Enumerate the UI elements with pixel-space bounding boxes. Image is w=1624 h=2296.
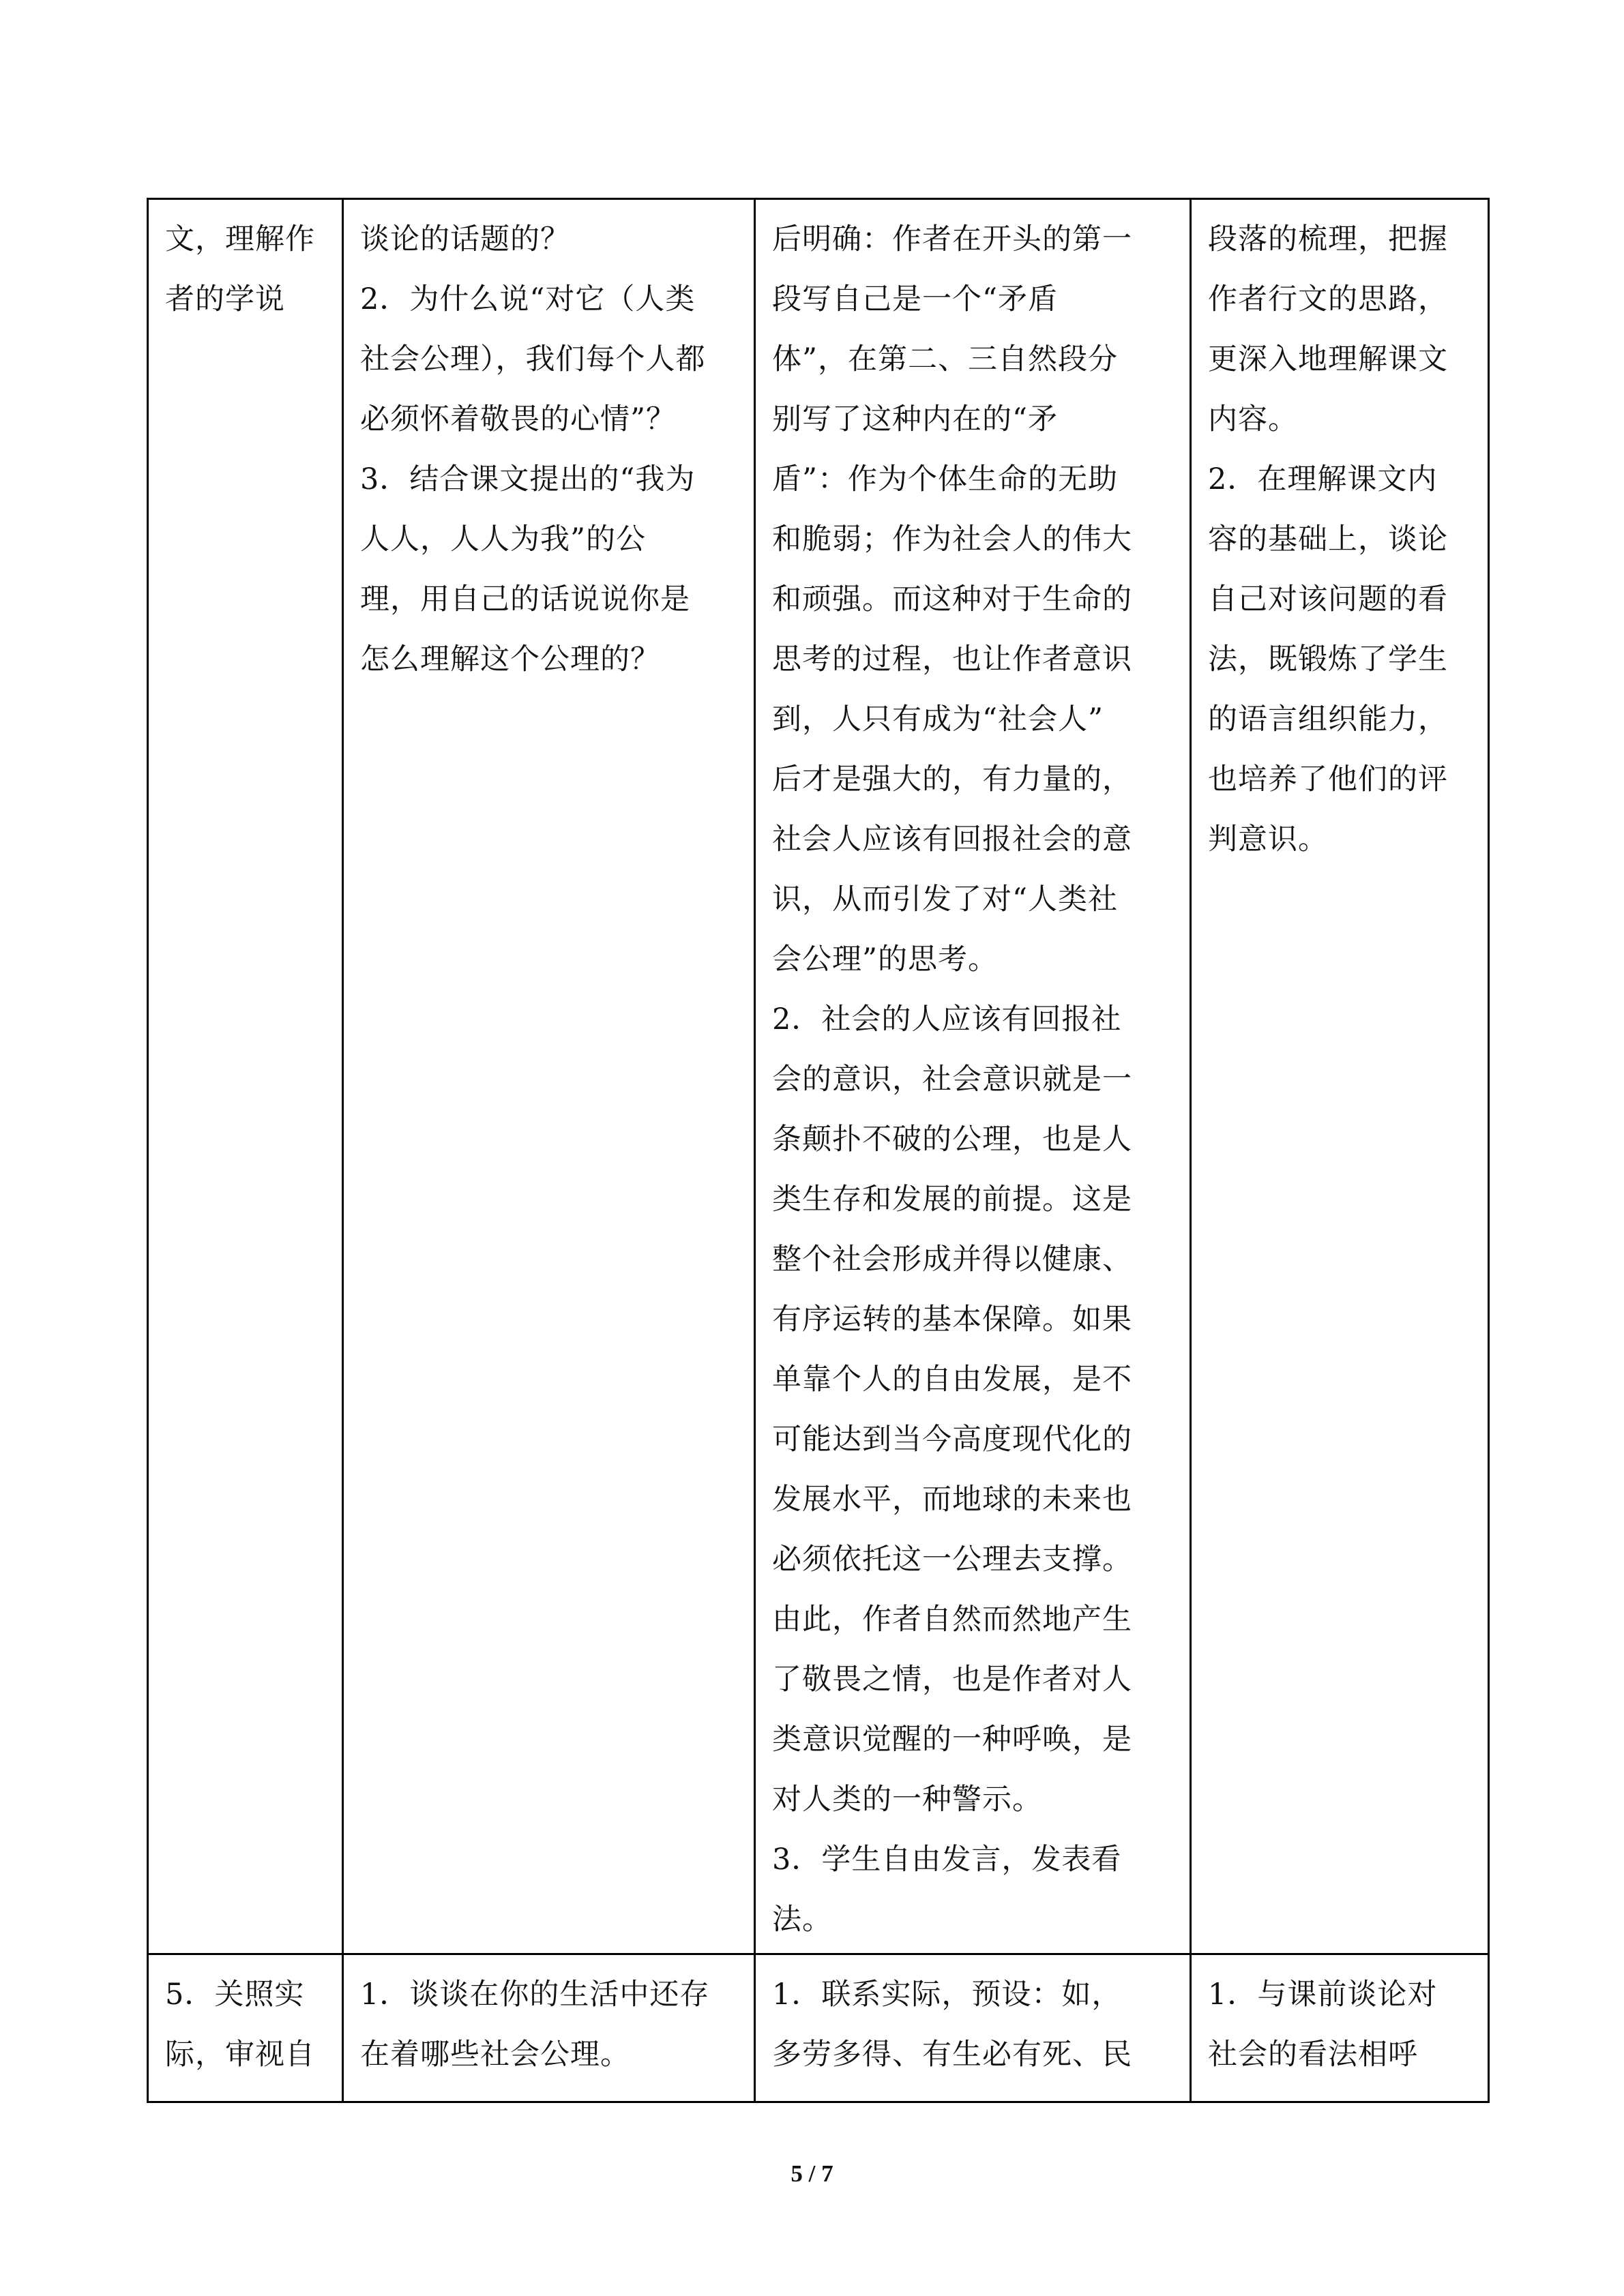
text-line: 别写了这种内在的“矛 — [772, 402, 1058, 436]
text-line: 会公理”的思考。 — [772, 942, 998, 976]
text-line: 会的意识，社会意识就是一 — [772, 1062, 1132, 1097]
text-line: 更深入地理解课文 — [1208, 342, 1448, 376]
text-line: 内容。 — [1208, 402, 1298, 436]
text-line: 盾”：作为个体生命的无助 — [772, 462, 1118, 496]
text-line: 也培养了他们的评 — [1208, 762, 1448, 796]
text-line: 法，既锻炼了学生 — [1208, 642, 1448, 676]
text-line: 在着哪些社会公理。 — [360, 2038, 630, 2072]
text-line: 发展水平，而地球的未来也 — [772, 1482, 1132, 1517]
text-line: 2．为什么说“对它（人类 — [360, 282, 696, 316]
text-line: 类生存和发展的前提。这是 — [772, 1182, 1132, 1217]
text-line: 3．学生自由发言，发表看 — [772, 1843, 1122, 1877]
text-line: 单靠个人的自由发展，是不 — [772, 1362, 1132, 1397]
cell-student-activity — [755, 1954, 1191, 2102]
text-line: 多劳多得、有生必有死、民 — [772, 2038, 1132, 2072]
text-line: 思考的过程，也让作者意识 — [772, 642, 1132, 676]
cell-teacher-activity — [343, 199, 755, 1954]
text-line: 社会的看法相呼 — [1208, 2038, 1418, 2072]
text-line: 和脆弱；作为社会人的伟大 — [772, 522, 1132, 556]
text-line: 对人类的一种警示。 — [772, 1783, 1042, 1817]
text-line: 1．联系实际，预设：如， — [772, 1978, 1122, 2012]
text-line: 自己对该问题的看 — [1208, 582, 1448, 616]
text-line: 1．谈谈在你的生活中还存 — [360, 1978, 710, 2012]
cell-step — [148, 199, 343, 1954]
text-line: 际，审视自 — [165, 2038, 315, 2072]
text-line: 段写自己是一个“矛盾 — [772, 282, 1058, 316]
text-line: 判意识。 — [1208, 822, 1328, 856]
text-line: 类意识觉醒的一种呼唤，是 — [772, 1723, 1132, 1757]
cell-teacher-activity — [343, 1954, 755, 2102]
lesson-plan-table — [147, 198, 1490, 2103]
text-line: 识，从而引发了对“人类社 — [772, 882, 1118, 916]
text-line: 的语言组织能力， — [1208, 702, 1448, 736]
cell-design-intent — [1191, 1954, 1489, 2102]
text-line: 2．社会的人应该有回报社 — [772, 1002, 1122, 1037]
text-line: 者的学说 — [165, 282, 285, 316]
text-line: 体”，在第二、三自然段分 — [772, 342, 1118, 376]
table-row — [148, 199, 1489, 1954]
text-line: 社会公理），我们每个人都 — [360, 342, 706, 376]
text-line: 作者行文的思路， — [1208, 282, 1448, 316]
text-line: 理，用自己的话说说你是 — [360, 582, 690, 616]
text-line: 到，人只有成为“社会人” — [772, 702, 1104, 736]
text-line: 文，理解作 — [165, 222, 315, 256]
text-line: 5．关照实 — [165, 1978, 305, 2012]
cell-step — [148, 1954, 343, 2102]
text-line: 整个社会形成并得以健康、 — [772, 1242, 1132, 1277]
text-line: 2．在理解课文内 — [1208, 462, 1438, 496]
page-number: 5 / 7 — [791, 2160, 833, 2187]
text-line: 社会人应该有回报社会的意 — [772, 822, 1132, 856]
text-line: 可能达到当今高度现代化的 — [772, 1422, 1132, 1457]
cell-design-intent — [1191, 199, 1489, 1954]
text-line: 法。 — [772, 1903, 832, 1937]
text-line: 由此，作者自然而然地产生 — [772, 1602, 1132, 1637]
text-line: 必须依托这一公理去支撑。 — [772, 1542, 1132, 1577]
cell-student-activity — [755, 199, 1191, 1954]
text-line: 后才是强大的，有力量的， — [772, 762, 1132, 796]
text-line: 了敬畏之情，也是作者对人 — [772, 1663, 1132, 1697]
text-line: 谈论的话题的？ — [360, 222, 570, 256]
text-line: 必须怀着敬畏的心情”？ — [360, 402, 676, 436]
text-line: 3．结合课文提出的“我为 — [360, 462, 696, 496]
text-line: 人人，人人为我”的公 — [360, 522, 646, 556]
text-line: 段落的梳理，把握 — [1208, 222, 1448, 256]
text-line: 条颠扑不破的公理，也是人 — [772, 1122, 1132, 1157]
text-line: 怎么理解这个公理的？ — [360, 642, 660, 676]
text-line: 1．与课前谈论对 — [1208, 1978, 1438, 2012]
text-line: 后明确：作者在开头的第一 — [772, 222, 1132, 256]
text-line: 和顽强。而这种对于生命的 — [772, 582, 1132, 616]
table-row — [148, 1954, 1489, 2102]
text-line: 容的基础上，谈论 — [1208, 522, 1448, 556]
text-line: 有序运转的基本保障。如果 — [772, 1302, 1132, 1337]
